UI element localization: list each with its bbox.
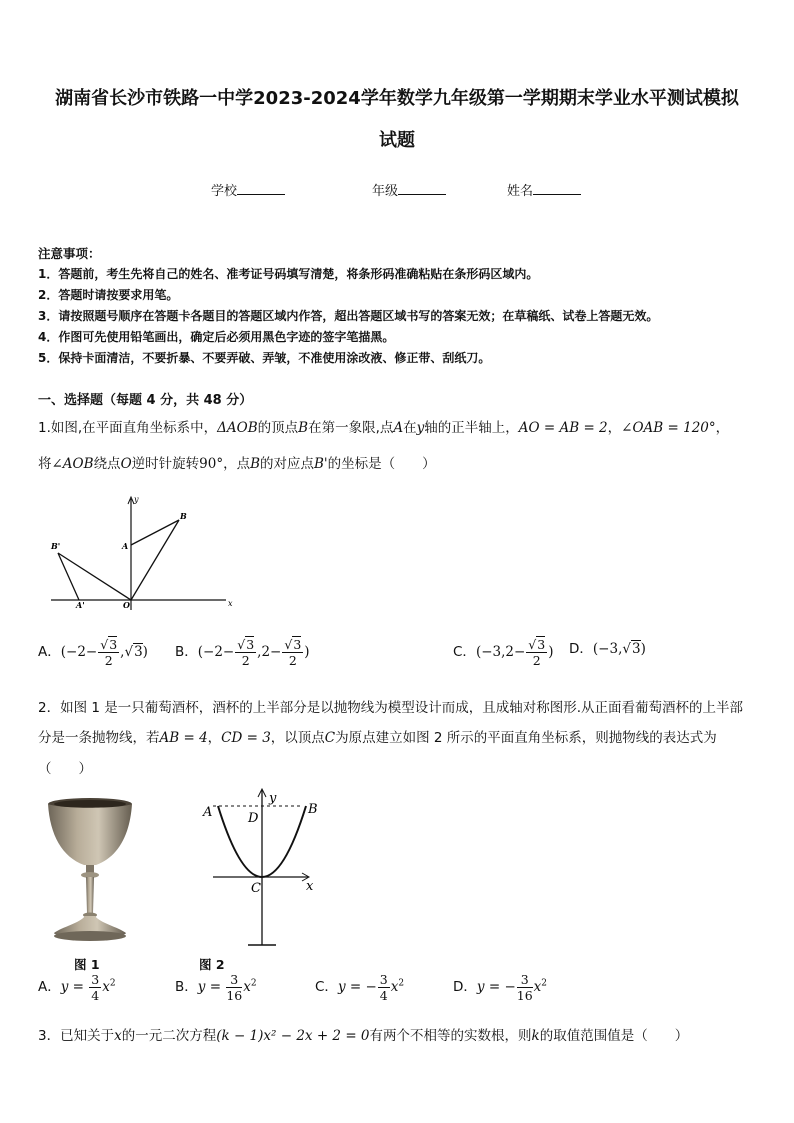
figure-1-caption: 图 1: [74, 957, 100, 972]
page-title: 湖南省长沙市铁路一中学2023-2024学年数学九年级第一学期期末学业水平测试模拟: [55, 88, 739, 109]
q1-fig-label-O: O: [123, 600, 130, 610]
q1-line2: 将∠AOB绕点O逆时针旋转90°，点B的对应点B'的坐标是（ ）: [38, 456, 436, 472]
name-field: [507, 180, 581, 199]
note-item: 2．答题时请按要求用笔。: [38, 288, 179, 302]
q1-fig-label-y: y: [134, 495, 139, 504]
grade-label: 年级: [372, 184, 399, 199]
note-item: 4．作图可先使用铅笔画出，确定后必须用黑色字迹的签字笔描黑。: [38, 330, 395, 344]
note-item: 3．请按照题号顺序在答题卡各题目的答题区域内作答，超出答题区域书写的答案无效；在草稿纸、试卷上答题无效。: [38, 309, 659, 323]
wine-glass-image: [40, 795, 140, 947]
notes-heading: 注意事项：: [38, 246, 101, 261]
q2-fig-label-C: C: [251, 881, 261, 896]
note-item: 5．保持卡面清洁，不要折暴、不要弄破、弄皱，不准使用涂改液、修正带、刮纸刀。: [38, 351, 491, 365]
q1-fig-label-B: B: [180, 511, 187, 521]
q2-fig-label-D: D: [248, 811, 259, 826]
q1-option-b[interactable]: B．(−2− $\frac{√3}{2}$ ,2− $\frac{√3}{2}$ ): [175, 637, 310, 668]
q2-option-d[interactable]: D．y = − $\frac{3}{16}$ $x^2$: [453, 972, 548, 1003]
q1-fig-label-Ap: A': [76, 600, 85, 610]
q2-option-b[interactable]: B．y = $\frac{3}{16}$ $x^2$: [175, 972, 257, 1003]
q1-fig-label-Bp: B': [51, 541, 61, 551]
q2-fig-label-y: y: [269, 791, 277, 806]
q1-fig-label-x: x: [228, 599, 233, 608]
section-heading: 一、选择题（每题 4 分，共 48 分）: [38, 393, 253, 408]
q1-option-d[interactable]: D．(−3,√3): [569, 641, 646, 657]
name-blank[interactable]: [533, 182, 581, 195]
q2-fig-label-A: A: [203, 805, 213, 820]
name-label: 姓名: [507, 184, 534, 199]
q2-option-c[interactable]: C．y = − $\frac{3}{4}$ $x^2$: [315, 972, 405, 1003]
q2-line1: 2．如图 1 是一只葡萄酒杯，酒杯的上半部分是以抛物线为模型设计而成，且成轴对称图形.从正面看葡萄酒杯的上半部: [38, 700, 744, 716]
school-label: 学校: [211, 184, 238, 199]
q1-line1: 1.如图,在平面直角坐标系中，ΔAOB的顶点B在第一象限,点A在y轴的正半轴上，AO = AB = 2，∠OAB = 120°，: [38, 420, 730, 436]
q2-fig-label-x: x: [306, 879, 314, 894]
page-title-cont: 试题: [379, 130, 415, 151]
q2-option-a[interactable]: A．y = $\frac{3}{4}$ $x^2$: [38, 972, 116, 1003]
q1-option-a[interactable]: A．(−2− $\frac{√3}{2}$ ,√3): [38, 637, 148, 668]
figure-2-caption: 图 2: [199, 957, 225, 972]
q2-line2: 分是一条抛物线，若AB = 4，CD = 3，以顶点C为原点建立如图 2 所示的平面直角坐标系，则抛物线的表达式为: [38, 730, 717, 746]
q2-fig-label-B: B: [308, 802, 318, 817]
grade-field: [372, 180, 446, 199]
school-blank[interactable]: [237, 182, 285, 195]
q2-line3: （ ）: [38, 761, 92, 777]
q1-figure: [46, 493, 241, 611]
q3-line1: 3．已知关于x的一元二次方程(k − 1)x² − 2x + 2 = 0有两个不相等的实数根，则k的取值范围值是（ ）: [38, 1028, 689, 1044]
grade-blank[interactable]: [398, 182, 446, 195]
note-item: 1．答题前，考生先将自己的姓名、准考证号码填写清楚，将条形码准确粘贴在条形码区域内。: [38, 267, 539, 281]
q1-option-c[interactable]: C．(−3,2− $\frac{√3}{2}$ ): [453, 637, 554, 668]
q2-parabola-figure: [198, 788, 323, 948]
school-field: [211, 180, 285, 199]
q1-fig-label-A: A: [122, 541, 129, 551]
